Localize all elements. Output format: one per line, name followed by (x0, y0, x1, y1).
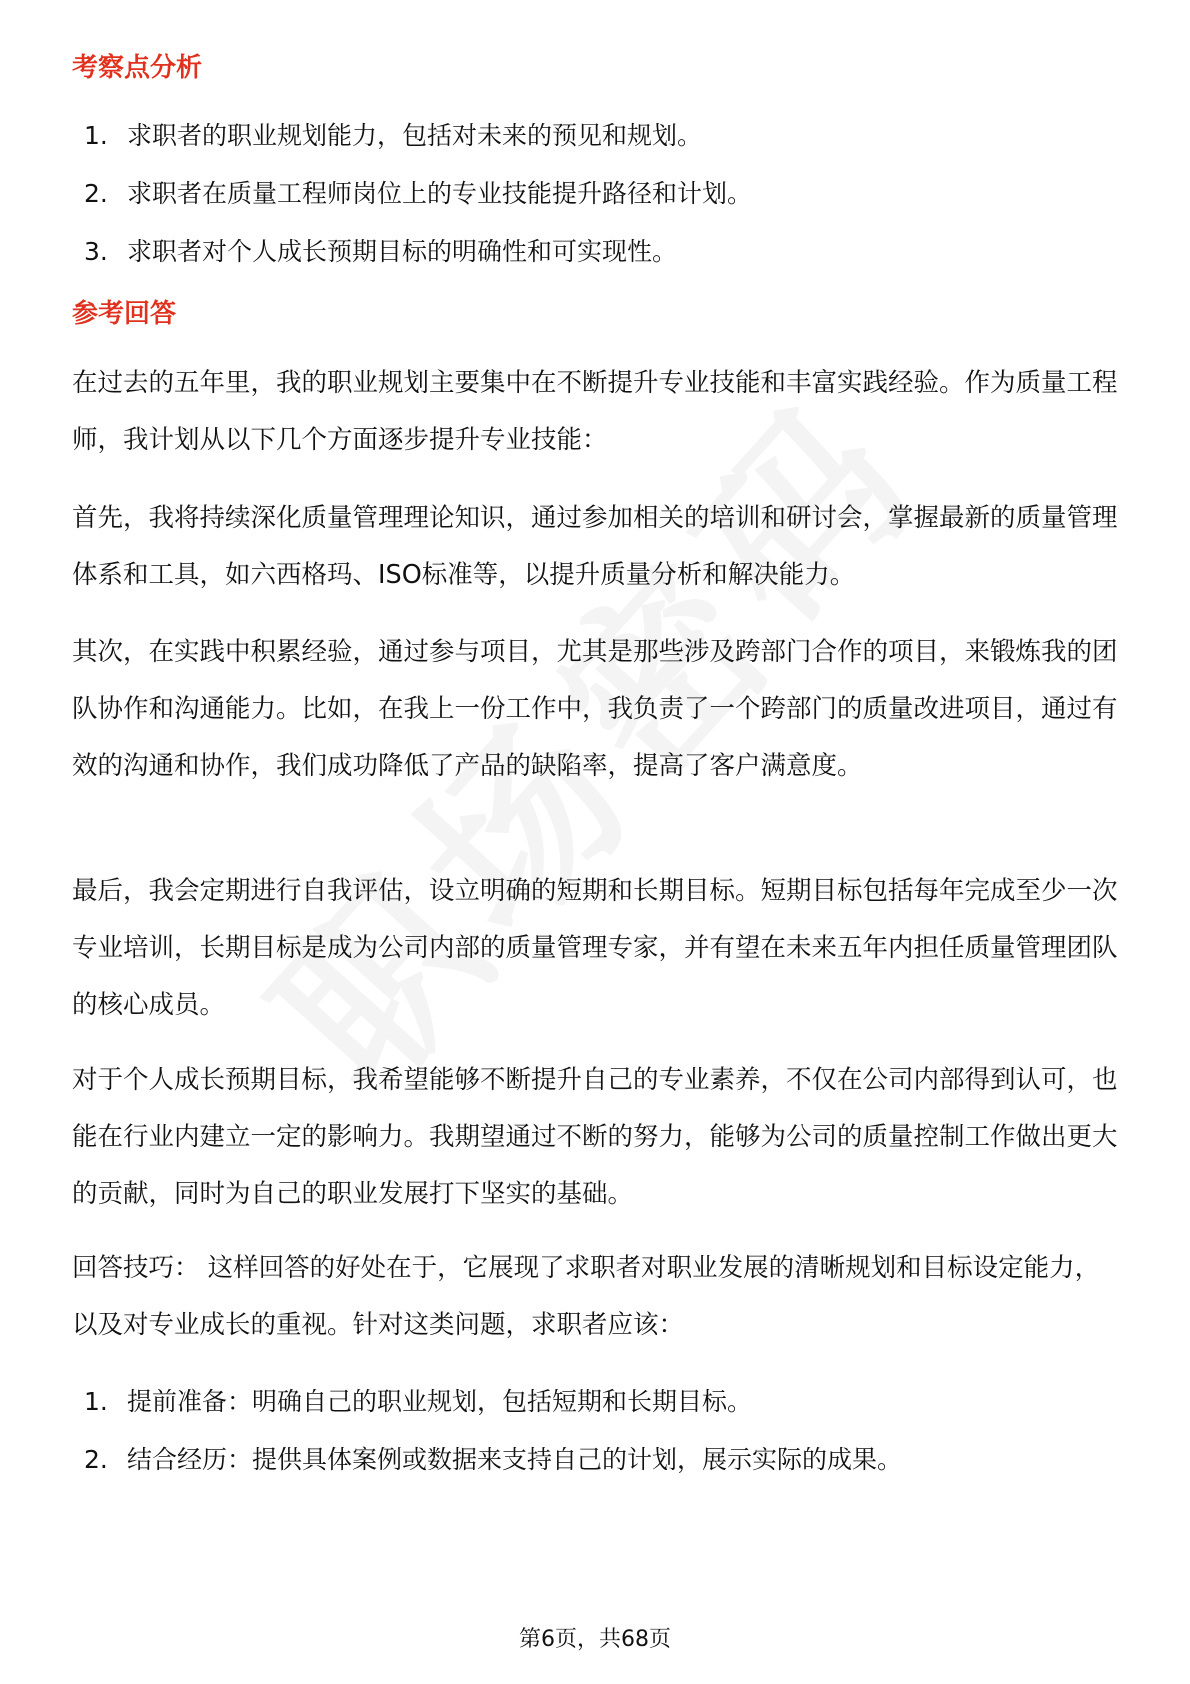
answer-paragraph: 在过去的五年里，我的职业规划主要集中在不断提升专业技能和丰富实践经验。作为质量工程师，我计划从以下几个方面逐步提升专业技能： (72, 368, 1118, 455)
answer-paragraph: 最后，我会定期进行自我评估，设立明确的短期和长期目标。短期目标包括每年完成至少一次专业培训，长期目标是成为公司内部的质量管理专家，并有望在未来五年内担任质量管理团队的核心成员。 (72, 876, 1118, 1020)
list-number: 2. (84, 1445, 108, 1474)
list-number: 2. (84, 179, 108, 208)
list-item (72, 176, 752, 234)
answer-paragraph: 其次，在实践中积累经验，通过参与项目，尤其是那些涉及跨部门合作的项目，来锻炼我的团队协作和沟通能力。比如，在我上一份工作中，我负责了一个跨部门的质量改进项目，通过有效的沟通和协作，我们成功降低了产品的缺陷率，提高了客户满意度。 (72, 637, 1118, 781)
section-title-analysis: 考察点分析 (72, 53, 203, 83)
list-item (72, 1384, 902, 1442)
tips-list (72, 1384, 902, 1500)
list-number: 1. (84, 1387, 108, 1416)
page-footer: 第6页，共68页 (519, 1627, 671, 1652)
list-text: 结合经历：提供具体案例或数据来支持自己的计划，展示实际的成果。 (127, 1445, 903, 1474)
list-text: 求职者的职业规划能力，包括对未来的预见和规划。 (127, 121, 703, 150)
list-number: 1. (84, 121, 108, 150)
answer-paragraph: 对于个人成长预期目标，我希望能够不断提升自己的专业素养，不仅在公司内部得到认可，也能在行业内建立一定的影响力。我期望通过不断的努力，能够为公司的质量控制工作做出更大的贡献，同时为自己的职业发展打下坚实的基础。 (72, 1065, 1118, 1209)
analysis-list (72, 118, 752, 292)
list-item (72, 234, 752, 292)
section-title-answer: 参考回答 (72, 299, 177, 329)
list-item (72, 1442, 902, 1500)
list-text: 求职者对个人成长预期目标的明确性和可实现性。 (127, 237, 678, 266)
list-text: 提前准备：明确自己的职业规划，包括短期和长期目标。 (127, 1387, 753, 1416)
list-item (72, 118, 752, 176)
list-text: 求职者在质量工程师岗位上的专业技能提升路径和计划。 (127, 179, 753, 208)
list-number: 3. (84, 237, 108, 266)
answer-paragraph: 首先，我将持续深化质量管理理论知识，通过参加相关的培训和研讨会，掌握最新的质量管理体系和工具，如六西格玛、ISO标准等，以提升质量分析和解决能力。 (72, 503, 1118, 590)
tips-paragraph: 回答技巧： 这样回答的好处在于，它展现了求职者对职业发展的清晰规划和目标设定能力，以及对专业成长的重视。针对这类问题，求职者应该： (72, 1253, 1101, 1340)
